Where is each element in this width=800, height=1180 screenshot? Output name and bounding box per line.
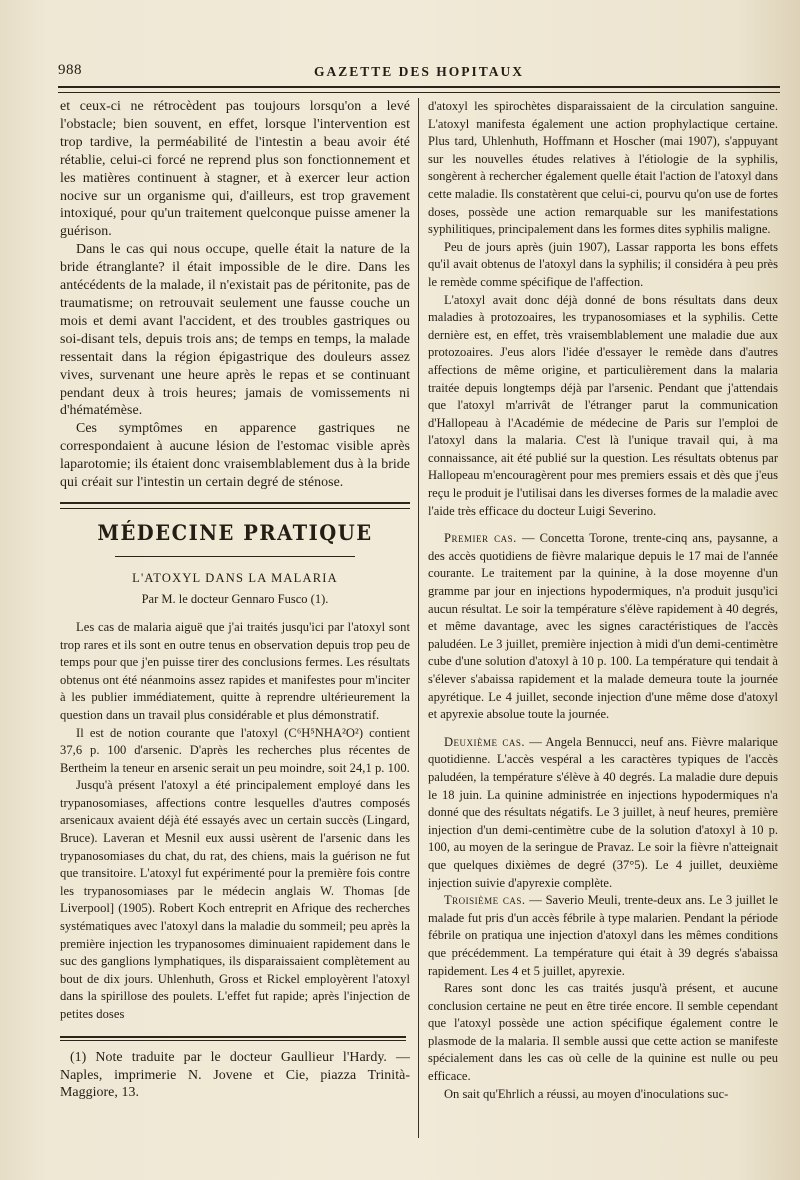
case-paragraph [428, 734, 778, 892]
paragraph: On sait qu'Ehrlich a réussi, au moyen d'inoculations suc- [444, 1086, 729, 1101]
paragraph: et ceux-ci ne rétrocèdent pas toujours lorsqu'on a levé l'obstacle; bien souvent, en effet, lorsque l'intervention est trop tardive, la perméabilité de l'intestin a beau avoir été rétablie, celui-ci forcé ne reprend plus son fonctionnement et les matières continuent à stagner, et à exercer leur action nocive sur un organisme qui, d'ailleurs, est trop gravement intoxiqué, pour qu'un traitement quelconque puisse amener la guérison. [60, 99, 410, 240]
case-paragraph [428, 892, 778, 980]
paragraph: d'atoxyl les spirochètes disparaissaient de la circulation sanguine. L'atoxyl manifesta également une action prophylactique certaine. Plus tard, Uhlenhuth, Hoffmann et Hoscher (mai 1907), s'appuyant sur les nouvelles études relatives à l'étiologie de la syphilis, songèrent à rechercher également quelle était l'action de l'atoxyl dans cette maladie. Ils constatèrent que celui-ci, pourvu qu'on use de fortes doses, possède une action remarquable sur les manifestations syphilitiques, principalement dans les formes dites syphilis maligne. [428, 99, 778, 237]
paragraph: Dans le cas qui nous occupe, quelle était la nature de la bride étranglante? il était impossible de le dire. Dans les antécédents de la malade, il n'existait pas de péritonite, pas de traumatisme; on retrouvait seulement une fausse couche un mois et demi avant l'accident, et des troubles gastriques ou soi-disant tels, depuis trois ans; de temps en temps, la malade ressentait dans la région épigastrique des douleurs assez vives, survenant une heure après le repas et se continuant pendant deux à trois heures; jamais de vomissements ni d'hématémèse. [60, 242, 410, 419]
case-heading: Premier cas. [444, 531, 517, 546]
running-title: GAZETTE DES HOPITAUX [313, 64, 525, 79]
column-separator [418, 98, 419, 1138]
case-text: — Saverio Meuli, trente-deux ans. Le 3 juillet le malade fut pris d'un accès fébrile à type malarien. Pendant la période fébrile on pratiqua une injection d'atoxyl dans les mêmes conditions que précédemment. La température qui était à 39 degrés s'abaissa rapidement. Les 4 et 5 juillet, apyrexie. [428, 893, 778, 978]
article-title: L'ATOXYL DANS LA MALARIA [132, 570, 338, 585]
paragraph: Ces symptômes en apparence gastriques ne correspondaient à aucune lésion de l'estomac visible après laparotomie; ils étaient donc vraisemblablement dus à la bride qui créait sur l'intestin un certain degré de sténose. [60, 421, 410, 491]
title-rule [115, 556, 355, 557]
case-heading: Deuxième cas. [444, 734, 525, 749]
section-rule [60, 502, 410, 509]
page-number: 988 [58, 62, 82, 78]
paragraph: Rares sont donc les cas traités jusqu'à présent, et aucune conclusion certaine ne peut en être tirée encore. Il semble cependant que l'atoxyl possède une action spécifique également contre le plasmode de la malaria. Il semble aussi que cette action se manifeste spécialement dans les cas où celle de la quinine est nulle ou peu efficace. [428, 981, 778, 1084]
footnote-rule [60, 1036, 406, 1041]
case-text: — Concetta Torone, trente-cinq ans, paysanne, a des accès quotidiens de fièvre malarique depuis le 17 mai de l'année courante. Le traitement par la quinine, à la dose moyenne d'un gramme par jour en injections hypodermiques, n'a produit jusqu'ici aucun résultat. Le soir la température s'élève rapidement à 40 degrés, et même davantage, avec les signes caractéristiques de l'accès paludéen. Le 3 juillet, première injection à midi d'un demi-centimètre cube d'une solution d'atoxyl à 10 p. 100. La température qui tendait à s'élever s'abaissa rapidement et la malade demeura toute la journée apyrétique. Le 4 juillet, seconde injection d'une même dose d'atoxyl et apyrexie absolue toute la journée. [428, 531, 778, 722]
case-paragraph [428, 530, 778, 724]
paragraph: Peu de jours après (juin 1907), Lassar rapporta les bons effets qu'il avait obtenus de l'atoxyl dans la syphilis; il considéra à peu près le remède comme spécifique de l'affection. [428, 239, 778, 289]
paragraph: Jusqu'à présent l'atoxyl a été principalement employé dans les trypanosomiases, affections contre lesquelles d'autres composés arsenicaux avaient déjà été essayés avec un certain succès (Lingard, Bruce). Laveran et Mesnil eux aussi usèrent de l'arsenic dans les trypanosomiases du chat, du rat, des chiens, mais la guérison ne fut que transitoire. L'atoxyl fut expérimenté pour la première fois contre les trypanosomiases par le médecin anglais W. Thomas [de Liverpool] (1905). Robert Koch entreprit en Afrique des recherches systématiques avec l'atoxyl dans la maladie du sommeil; peu après la première injection les trypanosomes diminuaient rapidement dans le suc des ganglions lymphatiques, ils disparaissaient complètement au bout de dix jours. Uhlenhuth, Gross et Rickel employèrent l'atoxyl dans la spirillose des poulets. L'effet fut rapide; après l'injection de petites doses [60, 778, 410, 1021]
left-column [60, 98, 410, 1102]
right-column [428, 98, 778, 1103]
footnote: (1) Note traduite par le docteur Gaullieur l'Hardy. — Naples, imprimerie N. Jovene et Cie, piazza Trinità-Maggiore, 13. [60, 1049, 410, 1101]
page-header [58, 62, 780, 82]
header-rule [58, 86, 780, 93]
paragraph: Les cas de malaria aiguë que j'ai traités jusqu'ici par l'atoxyl sont trop rares et ils sont en outre tenus en observation depuis trop peu de temps pour que j'en puisse tirer des conclusions fermes. Les résultats obtenus ont été néanmoins assez rapides et manifestes pour m'inciter à les publier immédiatement, quitte à reprendre ultérieurement la question dans un travail plus considérable et plus démonstratif. [60, 619, 410, 722]
case-heading: Troisième cas. [444, 893, 526, 908]
paragraph: L'atoxyl avait donc déjà donné de bons résultats dans deux maladies à protozoaires, les trypanosomiases et la syphilis. Cette dernière est, en effet, très vraisemblablement une maladie due aux protozoaires. J'eus alors l'idée d'essayer le remède dans d'autres affections de même origine, et particulièrement dans la malaria traitée depuis longtemps déjà par l'arsenic. Pendant que j'attendais que l'atoxyl m'arrivât de l'étranger parut la communication d'Hallopeau à l'Académie de médecine de Paris sur l'emploi de l'atoxyl dans la malaria. C'est là l'unique travail qui, à ma connaissance, ait été publié sur la question. Les résultats obtenus par Hallopeau m'encouragèrent pour mes premiers essais et dès que j'eus reçu le produit je l'utilisai dans les diverses formes de la maladie avec l'aide très efficace du docteur Luigi Severino. [428, 292, 778, 518]
case-text: — Angela Bennucci, neuf ans. Fièvre malarique quotidienne. L'accès vespéral a les caractères typiques de l'accès paludéen, la température s'élève à 40 degrés. La maladie dure depuis le 18 juin. La quinine administrée en injections hypodermiques n'a donné que des résultats négatifs. Le 3 juillet, à neuf heures, première injection d'un demi-centimètre cube de la solution d'atoxyl à 10 p. 100, au moyen de la seringue de Pravaz. Le soir la fièvre n'atteignait que quelques dixièmes de degré (37°5). Le 4 juillet, deuxième injection suivie d'apyrexie complète. [428, 734, 779, 890]
article-author: Par M. le docteur Gennaro Fusco (1). [141, 591, 329, 606]
section-title: MÉDECINE PRATIQUE [97, 519, 373, 546]
paragraph: Il est de notion courante que l'atoxyl (C⁶H⁵NHA²O²) contient 37,6 p. 100 d'arsenic. D'après les recherches plus récentes de Bertheim la teneur en arsenic serait un peu moindre, soit 24,1 p. 100. [60, 725, 410, 775]
